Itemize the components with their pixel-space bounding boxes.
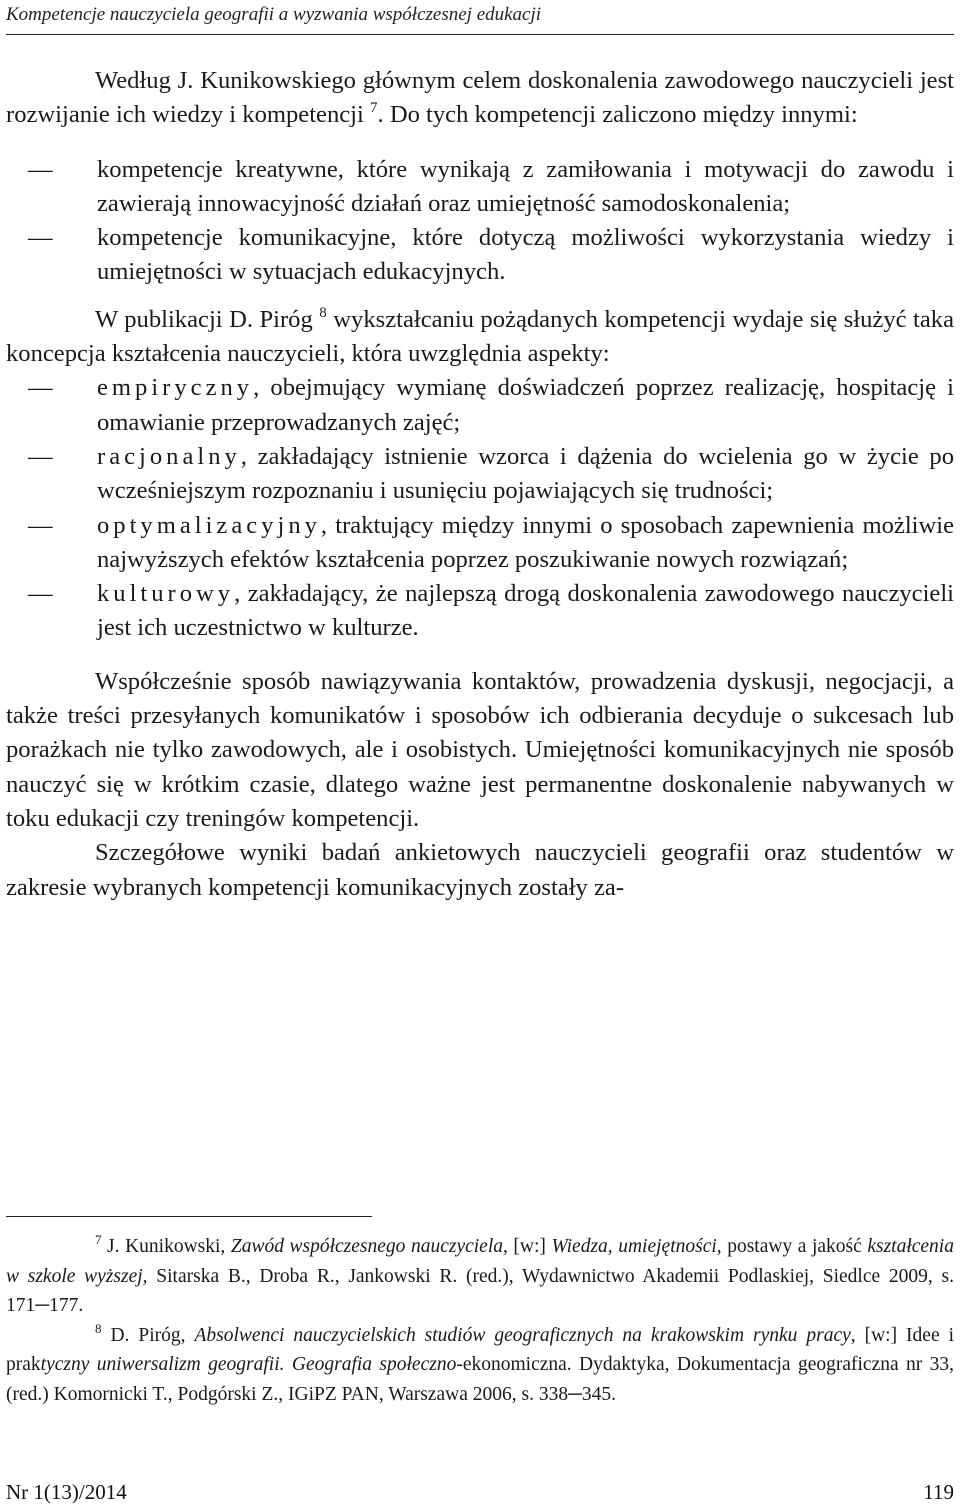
footnote-separator — [6, 1216, 372, 1217]
list-item-text: kompetencje kreatywne, które wynikają z zamiłowania i motywacji do zawodu i zawierają innowacyjność działań oraz umiejętność samodoskonalenia; — [97, 155, 954, 217]
list-item — [6, 440, 954, 509]
paragraph: Szczegółowe wyniki badań ankietowych nauczycieli geografii oraz studentów w zakresie wybranych kompetencji komunikacyjnych zostały za- — [6, 839, 954, 901]
aspect-term: kulturowy — [97, 580, 235, 608]
dash-bullet: — — [28, 580, 53, 608]
list-item — [6, 577, 954, 646]
dash-bullet: — — [28, 442, 53, 470]
paragraph-text: Według J. Kunikowskiego głównym celem doskonalenia zawodowego nauczycieli jest rozwijanie ich wiedzy i kompetencji — [6, 67, 954, 129]
dash-bullet: — — [28, 155, 53, 183]
paragraph — [6, 303, 954, 372]
paragraph-text: W publikacji D. Piróg — [95, 305, 313, 333]
footnote-number: 7 — [95, 1232, 102, 1247]
list-item-text: , traktujący między innymi o sposobach zapewnienia możliwie najwyższych efektów kształcenia poprzez poszukiwanie nowych rozwiązań; — [97, 511, 954, 573]
paragraph-text: wykształcaniu pożądanych kompetencji wydaje się służyć taka koncepcja kształcenia nauczycieli, która uwzględnia aspekty: — [6, 305, 954, 368]
list-item — [6, 221, 954, 290]
footnote-title: Wiedza, umiejętności, — [551, 1236, 722, 1257]
paragraph: Współcześnie sposób nawiązywania kontaktów, prowadzenia dyskusji, negocjacji, a także treści przesyłanych komunikatów i sposobów ich odbierania decyduje o sukcesach lub porażkach nie tylko zawodowych, ale i osobistych. Umiejętności komunikacyjnych nie sposób nauczyć się w krótkim czasie, dlatego ważne jest permanentne doskonalenie nabywanych w toku edukacji czy treningów kompetencji. — [6, 667, 954, 832]
footnote-title: Absolwenci nauczycielskich studiów geograficznych na krakowskim rynku pracy — [194, 1324, 851, 1346]
footnote-text: , [w:] — [503, 1236, 552, 1257]
footnotes — [6, 1232, 954, 1409]
issue-number: Nr 1(13)/2014 — [6, 1480, 127, 1504]
running-header: Kompetencje nauczyciela geografii a wyzwania współczesnej edukacji — [6, 0, 954, 35]
footnote-ref[interactable]: 8 — [319, 304, 327, 321]
dash-bullet: — — [28, 374, 53, 402]
list-competences — [6, 153, 954, 290]
list-item — [6, 371, 954, 440]
body-text — [6, 64, 954, 905]
dash-bullet: — — [28, 511, 53, 539]
aspect-term: optymalizacyjny — [97, 511, 321, 539]
paragraph — [6, 64, 954, 133]
footnote-title: tyczny uniwersalizm geografii. Geografia społeczno- — [40, 1354, 463, 1375]
aspect-term: racjonalny — [97, 442, 241, 470]
footnote-number: 8 — [95, 1320, 102, 1336]
paragraph-text: . Do tych kompetencji zaliczono między innymi: — [377, 101, 858, 129]
footnote-title: Zawód współczesnego nauczyciela — [230, 1236, 503, 1257]
list-item-text: , obejmujący wymianę doświadczeń poprzez realizację, hospitację i omawianie przeprowadzanych zajęć; — [97, 374, 954, 436]
footnote-text: postawy a jakość — [721, 1236, 868, 1257]
dash-bullet: — — [28, 224, 53, 252]
list-item-text: , zakładający, że najlepszą drogą doskonalenia zawodowego nauczycieli jest ich uczestnictwo w kulturze. — [97, 580, 954, 642]
list-item-text: , zakładający istnienie wzorca i dążenia do wcielenia go w życie po wcześniejszym rozpoznaniu i usunięciu pojawiających się trudności; — [97, 442, 954, 505]
footnote-text: J. Kunikowski, — [101, 1236, 231, 1257]
footnote-text: D. Piróg, — [101, 1324, 195, 1346]
list-aspects — [6, 371, 954, 645]
footnote-text: , [w:] Idee i prak — [6, 1324, 954, 1375]
footnote — [6, 1321, 954, 1410]
list-item — [6, 509, 954, 578]
aspect-term: empiryczny — [97, 374, 254, 402]
footnote-ref[interactable]: 7 — [370, 100, 378, 117]
footnote-text: Sitarska B., Droba R., Jankowski R. (red.), Wydawnictwo Akademii Podlaskiej, Siedlce 2009, s. 171─177. — [6, 1265, 954, 1316]
page-number: 119 — [923, 1480, 954, 1504]
footnote-title: kształcenia w szkole wyższej, — [6, 1236, 954, 1287]
list-item-text: kompetencje komunikacyjne, które dotyczą możliwości wykorzystania wiedzy i umiejętności w sytuacjach edukacyjnych. — [97, 224, 954, 286]
list-item — [6, 153, 954, 222]
footnote-text: ekonomiczna. Dydaktyka, Dokumentacja geograficzna nr 33, (red.) Komornicki T., Podgórski Z., IGiPZ PAN, Warszawa 2006, s. 338─345. — [6, 1354, 954, 1405]
footnote — [6, 1232, 954, 1321]
